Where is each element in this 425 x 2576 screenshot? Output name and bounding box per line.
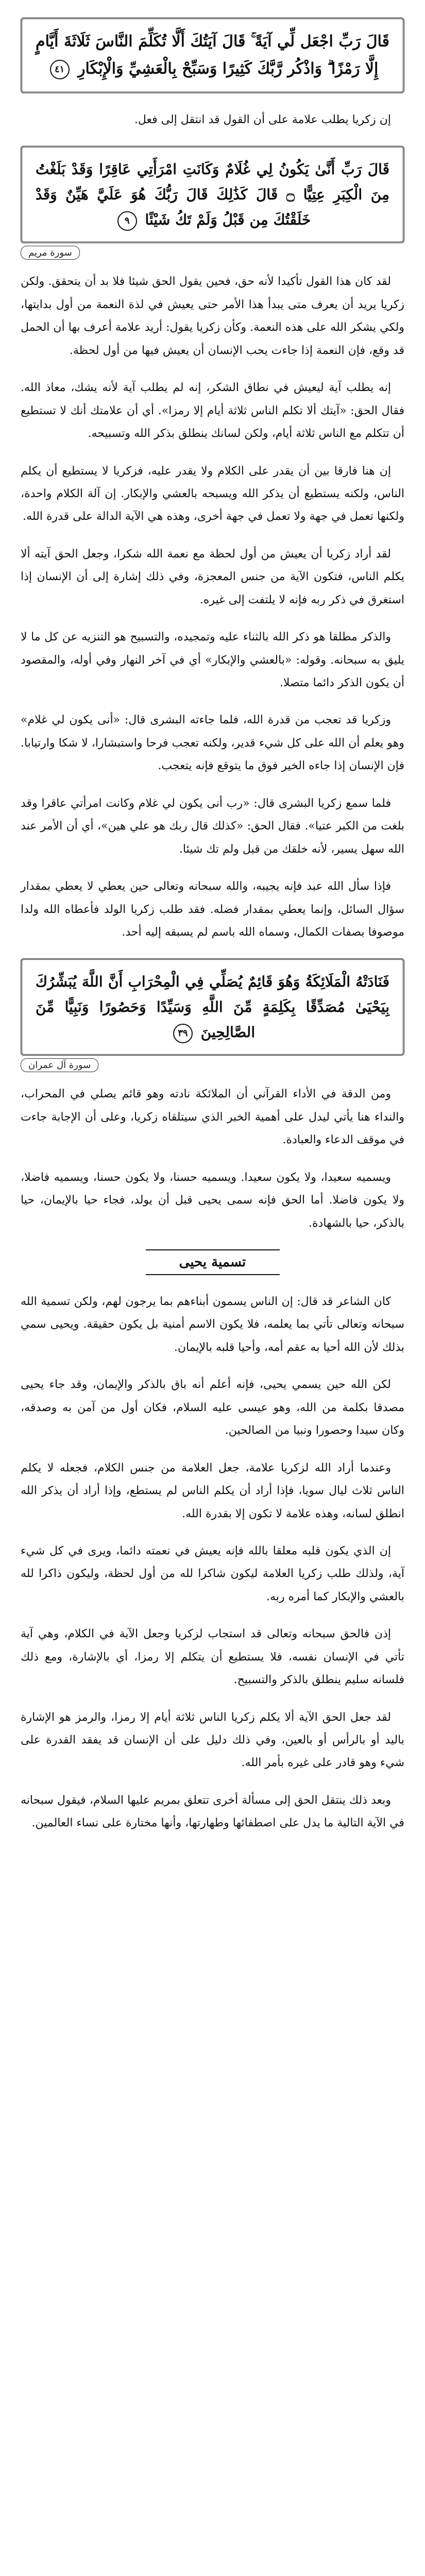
verse-box-imran bbox=[21, 958, 404, 1056]
surah-source: سورة مريم bbox=[21, 247, 399, 258]
paragraph: وبعد ذلك ينتقل الحق إلى مسألة أخرى تتعلق بمريم عليها السلام، فيقول سبحانه في الآية التالية ما يدل على اصطفائها وطهارتها، وأنها مختارة على نساء العالمين. bbox=[21, 1793, 404, 1830]
section-heading: تسمية يحيى bbox=[146, 1249, 280, 1275]
paragraph: والذكر مطلقا هو ذكر الله بالثناء عليه وتمجيده، والتسبيح هو التنزيه عن كل ما لا يليق به سبحانه. وقوله: «بالعشي والإبكار» أي في آخر النهار وفي أوله، والمقصود أن يكون الذكر دائما متصلا. bbox=[21, 631, 404, 689]
ayah-number-badge: ٩ bbox=[117, 211, 137, 231]
paragraph: لقد كان هذا القول تأكيدا لأنه حق، فحين يقول الحق شيئا فلا بد أن يتحقق. ولكن زكريا يريد أن يعرف متى يبدأ هذا الأمر حتى يعيش في لذة النعمة من أول بدايتها، ولكي يشكر الله على هذه النعمة. وكأن زكريا يقول: أريد علامة أعرف بها أن الحمل قد وقع، فإن النعمة إذا جاءت يحب الإنسان أن يعيش فيها من أول لحظة. bbox=[21, 275, 405, 357]
paragraph: إنه يطلب آية ليعيش في نطاق الشكر، إنه لم يطلب آية لأنه يشك، معاذ الله. فقال الحق: «آيتك ألا تكلم الناس ثلاثة أيام إلا رمزا». أي أن علامتك أنك لا تستطيع أن تتكلم مع الناس ثلاثة أيام، ولكن لسانك ينطلق بذكر الله وتسبيحه. bbox=[21, 381, 404, 440]
ayah-number-badge: ٣٩ bbox=[173, 1024, 193, 1043]
paragraph: لكن الله حين يسمي يحيى، فإنه أعلم أنه باق بالذكر والإيمان، وقد جاء يحيى مصدقا بكلمة من الله، وهو عيسى عليه السلام، فكان أول من آمن به وصدقه، وكان سيدا وحصورا ونبيا من الصالحين. bbox=[21, 1378, 404, 1437]
paragraph: فلما سمع زكريا البشرى قال: «رب أنى يكون لي غلام وكانت امرأتي عاقرا وقد بلغت من الكبر عتيا». فقال الحق: «كذلك قال ربك هو علي هين»، أي أن الأمر عند الله سهل يسير، لأنه خلقك من قبل ولم تك شيئا. bbox=[21, 796, 404, 856]
paragraph: إن زكريا يطلب علامة على أن القول قد انتقل إلى فعل. bbox=[134, 113, 391, 126]
paragraph: كان الشاعر قد قال: إن الناس يسمون أبناءهم بما يرجون لهم، ولكن تسمية الله سبحانه وتعالى تأتي بما يعلمه، فلا يكون الاسم أمنية بل يكون حقيقة. ويحيى سمي بذلك لأن الله أحيا به عقم أمه، وأحيا قلبه بالإيمان. bbox=[21, 1295, 404, 1354]
paragraph: ويسميه سعيدا، ولا يكون سعيدا. ويسميه حسنا، ولا يكون حسنا، ويسميه فاضلا، ولا يكون فاضلا. أما الحق فإنه سمى يحيى قبل أن يولد، فجاء حيا بالإيمان، حيا بالذكر، حيا بالشهادة. bbox=[21, 1171, 404, 1230]
paragraph: إن هنا فارقا بين أن يقدر على الكلام ولا يقدر عليه، فزكريا لا يستطيع أن يكلم الناس، ولكنه يستطيع أن يذكر الله ويسبحه بالعشي والإبكار. إن آلة الكلام واحدة، ولكنها تعمل في جهة ولا تعمل في جهة أخرى، وهذه هي الآية الدالة على قدرة الله. bbox=[21, 464, 404, 523]
paragraph: إذن فالحق سبحانه وتعالى قد استجاب لزكريا وجعل الآية في الكلام، وهي آية تأتي في الإنسان نفسه، فلا يستطيع أن يتكلم إلا رمزا، أي بالإشارة، ومع ذلك فلسانه سليم ينطلق بالذكر والتسبيح. bbox=[21, 1628, 404, 1687]
ayah-number-badge: ٤١ bbox=[50, 60, 70, 79]
paragraph: لقد أراد زكريا أن يعيش من أول لحظة مع نعمة الله شكرا، وجعل الحق آيته ألا يكلم الناس، فتكون الآية من جنس المعجزة، وفي ذلك إشارة إلى أن الإنسان إذا استغرق في ذكر ربه فإنه لا يلتفت إلى غيره. bbox=[21, 547, 404, 606]
paragraph: وزكريا قد تعجب من قدرة الله، فلما جاءته البشرى قال: «أنى يكون لي غلام» وهو يعلم أن الله على كل شيء قدير، ولكنه تعجب فرحا واستبشارا، لا شكا وارتيابا. فإن الإنسان إذا جاءه الخير فوق ما يتوقع فإنه يتعجب. bbox=[21, 714, 404, 773]
paragraph: لقد جعل الحق الآية ألا يكلم زكريا الناس ثلاثة أيام إلا رمزا، والرمز هو الإشارة باليد أو بالرأس أو بالعين، وفي ذلك دليل على أن الإنسان قد يفقد القدرة على شيء وهو قادر على غيره بأمر الله. bbox=[21, 1710, 404, 1770]
verse-text: قَالَ رَبِّ اجْعَل لِّي آيَةً ۚ قَالَ آيَتُكَ أَلَّا تُكَلِّمَ النَّاسَ ثَلَاثَةَ أَيَّامٍ إِلَّا رَمْزًا ۗ وَاذْكُر رَّبَّكَ كَثِيرًا وَسَبِّحْ بِالْعَشِيِّ وَالْإِبْكَارِ bbox=[36, 32, 389, 78]
verse-box-maryam bbox=[21, 146, 404, 243]
paragraph: إن الذي يكون قلبه معلقا بالله فإنه يعيش في نعمته دائما، ويرى في كل شيء آية، ولذلك طلب زكريا العلامة ليكون شاكرا لله من أول لحظة، وليكون ذاكرا لله بالعشي والإبكار كما أمره ربه. bbox=[21, 1544, 404, 1603]
verse-box-ayah-41 bbox=[21, 18, 404, 93]
verse-text: فَنَادَتْهُ الْمَلَائِكَةُ وَهُوَ قَائِمٌ يُصَلِّي فِي الْمِحْرَابِ أَنَّ اللَّهَ يُبَشِّرُكَ بِيَحْيَىٰ مُصَدِّقًا بِكَلِمَةٍ مِّنَ اللَّهِ وَسَيِّدًا وَحَصُورًا وَنَبِيًّا مِّنَ الصَّالِحِينَ bbox=[36, 973, 389, 1041]
paragraph: فإذا سأل الله عبد فإنه يجيبه، والله سبحانه وتعالى حين يعطي لا يعطي بمقدار سؤال السائل، وإنما يعطي بمقدار فضله. فقد طلب زكريا الولد فأعطاه الله ولدا موصوفا بصفات الكمال، وسماه الله باسم لم يسبقه إليه أحد. bbox=[21, 880, 404, 939]
paragraph: ومن الدقة في الأداء القرآني أن الملائكة نادته وهو قائم يصلي في المحراب، والنداء هنا يأتي ليدل على أهمية الخبر الذي سيتلقاه زكريا، وعلى أن الإجابة جاءت في موقف الدعاء والعبادة. bbox=[21, 1088, 404, 1147]
surah-source: سورة آل عمران bbox=[21, 1060, 399, 1071]
paragraph: وعندما أراد الله لزكريا علامة، جعل العلامة من جنس الكلام، فجعله لا يكلم الناس ثلاث ليال سويا، فإذا أراد أن يكلم الناس لم يستطع، وإذا أراد أن يذكر الله انطلق لسانه، وهذه علامة لا تكون إلا بقدرة الله. bbox=[21, 1461, 404, 1520]
verse-text: قَالَ رَبِّ أَنَّىٰ يَكُونُ لِي غُلَامٌ وَكَانَتِ امْرَأَتِي عَاقِرًا وَقَدْ بَلَغْتُ مِنَ الْكِبَرِ عِتِيًّا ۝ قَالَ كَذَٰلِكَ قَالَ رَبُّكَ هُوَ عَلَيَّ هَيِّنٌ وَقَدْ خَلَقْتُكَ مِن قَبْلُ وَلَمْ تَكُ شَيْئًا bbox=[36, 161, 389, 229]
